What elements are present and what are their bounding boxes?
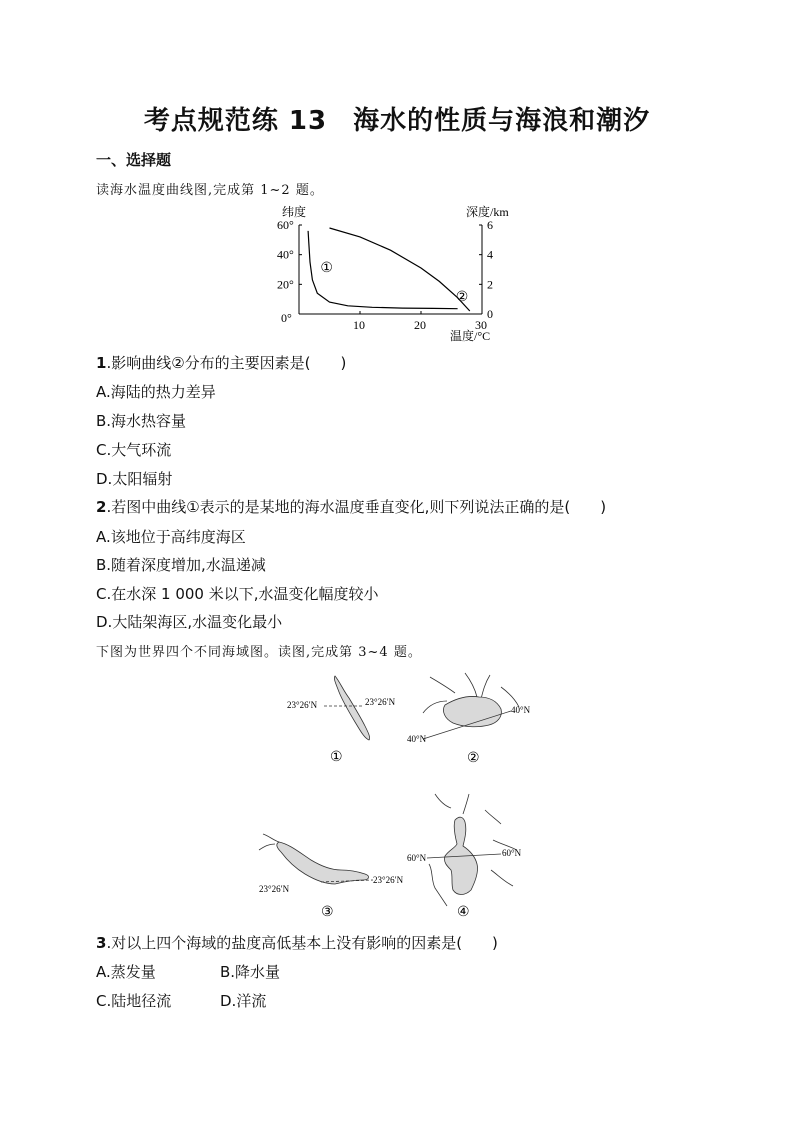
q1-option-c: C.大气环流 xyxy=(96,441,172,459)
series-line-2 xyxy=(330,228,470,311)
coastline xyxy=(429,864,447,906)
right-tick-label: 0 xyxy=(487,307,493,321)
q1-option-b: B.海水热容量 xyxy=(96,412,187,430)
map-number: ④ xyxy=(457,905,470,920)
temperature-chart xyxy=(270,203,520,343)
lat-label-left: 40°N xyxy=(407,734,427,744)
sea-map-4 xyxy=(405,790,555,920)
lat-label-right: 23°26′N xyxy=(365,697,396,707)
intro-text-1: 读海水温度曲线图,完成第 1~2 题。 xyxy=(96,183,324,198)
question-number: 3 xyxy=(96,934,107,952)
coastline xyxy=(259,834,279,850)
q3-option-d: D.洋流 xyxy=(220,992,267,1010)
right-axis-label: 深度/km xyxy=(466,205,509,219)
title-sub: 海水的性质与海浪和潮汐 xyxy=(353,106,651,136)
q1-option-d: D.太阳辐射 xyxy=(96,470,173,488)
lat-label-right: 23°26′N xyxy=(373,875,404,885)
x-tick-label: 20 xyxy=(414,318,426,332)
lat-label-right: 40°N xyxy=(511,705,531,715)
x-tick-label: 10 xyxy=(353,318,365,332)
right-tick-label: 6 xyxy=(487,218,493,232)
q3-option-b: B.降水量 xyxy=(220,963,281,981)
series-label-2: ② xyxy=(455,290,469,306)
river-lines xyxy=(430,673,490,699)
q2-option-c: C.在水深 1 000 米以下,水温变化幅度较小 xyxy=(96,585,379,603)
question-text: .影响曲线②分布的主要因素是( ) xyxy=(106,354,347,372)
map-number: ② xyxy=(467,751,480,766)
left-tick-label: 40° xyxy=(277,247,294,262)
q3-option-c: C.陆地径流 xyxy=(96,992,172,1010)
q2-option-a: A.该地位于高纬度海区 xyxy=(96,528,246,546)
sea-map-3 xyxy=(255,822,420,922)
q2-option-d: D.大陆架海区,水温变化最小 xyxy=(96,613,283,631)
page-title xyxy=(0,100,794,137)
question-number: 1 xyxy=(96,354,107,372)
lat-label-left: 23°26′N xyxy=(259,884,290,894)
section-heading: 一、选择题 xyxy=(96,151,172,169)
x-axis-label: 温度/°C xyxy=(450,329,491,343)
series-label-1: ① xyxy=(320,260,333,276)
question-3 xyxy=(96,932,498,953)
x-origin-label: 0° xyxy=(281,311,292,325)
question-text: .若图中曲线①表示的是某地的海水温度垂直变化,则下列说法正确的是( ) xyxy=(106,498,607,516)
sea-map-2 xyxy=(405,665,555,770)
left-tick-label: 60° xyxy=(277,218,294,232)
sea-shape xyxy=(443,696,501,726)
lat-label-left: 23°26′N xyxy=(287,700,318,710)
q3-option-a: A.蒸发量 xyxy=(96,963,156,981)
right-tick-label: 2 xyxy=(487,277,493,292)
left-tick-label: 20° xyxy=(277,277,294,292)
sea-shape xyxy=(334,676,369,740)
lat-label-left: 60°N xyxy=(407,853,427,863)
q1-option-a: A.海陆的热力差异 xyxy=(96,383,216,401)
question-text: .对以上四个海域的盐度高低基本上没有影响的因素是( ) xyxy=(106,934,498,952)
question-number: 2 xyxy=(96,498,107,516)
map-number: ① xyxy=(330,750,343,765)
x-tick-label: 30 xyxy=(475,318,487,332)
right-tick-label: 4 xyxy=(487,247,493,262)
question-2 xyxy=(96,496,606,517)
left-axis-label: 纬度 xyxy=(282,205,307,219)
title-main: 考点规范练 13 xyxy=(143,106,328,136)
question-1 xyxy=(96,352,346,373)
sea-map-1 xyxy=(285,668,415,768)
q2-option-b: B.随着深度增加,水温递减 xyxy=(96,556,266,574)
lat-label-right: 60°N xyxy=(502,848,522,858)
sea-shape xyxy=(277,842,369,884)
map-number: ③ xyxy=(321,905,334,920)
intro-text-2: 下图为世界四个不同海域图。读图,完成第 3~4 题。 xyxy=(96,645,422,660)
